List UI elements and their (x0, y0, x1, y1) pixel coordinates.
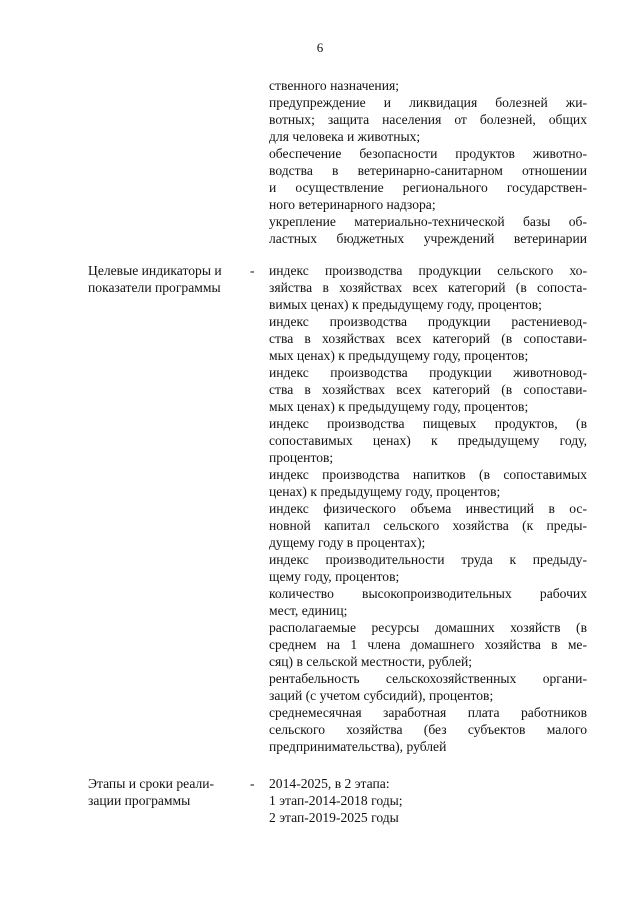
indicators-label (88, 262, 263, 296)
text-line: для человека и животных; (269, 129, 421, 144)
text-line: укрепление материально-технической базы об- (269, 214, 587, 229)
text-line: ценах) к предыдущему году, процентов; (269, 484, 501, 499)
indicators-text (269, 262, 587, 755)
text-line: индекс физического объема инвестиций в ос- (269, 501, 587, 516)
text-line: сяц) в сельской местности, рублей; (269, 654, 473, 669)
text-line: индекс производства напитков (в сопоставимых (269, 467, 587, 482)
text-line: мых ценах) к предыдущему году, процентов; (269, 399, 529, 414)
text-line: предпринимательства), рублей (269, 739, 447, 754)
text-line: мест, единиц; (269, 603, 348, 618)
text-line: ства в хозяйствах всех категорий (в сопостави- (269, 331, 587, 346)
text-line: ного ветеринарного надзора; (269, 197, 436, 212)
text-line: рентабельность сельскохозяйственных органи- (269, 671, 587, 686)
stages-label (88, 775, 263, 809)
text-line: индекс производства продукции растениевод- (269, 314, 587, 329)
text-line: сопоставимых ценах) к предыдущему году, (269, 433, 587, 448)
continuation-text (269, 77, 587, 247)
text-line: ства в хозяйствах всех категорий (в сопостави- (269, 382, 587, 397)
indicators-dash: - (250, 263, 255, 278)
text-line: мых ценах) к предыдущему году, процентов; (269, 348, 529, 363)
text-line: индекс производства продукции животновод- (269, 365, 587, 380)
stages-text (269, 775, 587, 826)
text-line: сельского хозяйства (без субъектов малого (269, 722, 587, 737)
label-line: Этапы и сроки реали- (88, 776, 215, 791)
text-line: индекс производительности труда к предыду- (269, 552, 587, 567)
label-line: показатели программы (88, 280, 221, 295)
text-line: 2 этап-2019-2025 годы (269, 810, 399, 825)
text-line: обеспечение безопасности продуктов животно- (269, 146, 587, 161)
stages-dash: - (250, 776, 255, 791)
label-line: Целевые индикаторы и (88, 263, 222, 278)
text-line: дущему году в процентах); (269, 535, 426, 550)
text-line: заций (с учетом субсидий), процентов; (269, 688, 494, 703)
text-line: и осуществление регионального государствен- (269, 180, 587, 195)
label-line: зации программы (88, 793, 191, 808)
text-line: ственного назначения; (269, 78, 400, 93)
text-line: 2014-2025, в 2 этапа: (269, 776, 390, 791)
text-line: предупреждение и ликвидация болезней жи- (269, 95, 587, 110)
text-line: количество высокопроизводительных рабочих (269, 586, 587, 601)
text-line: новной капитал сельского хозяйства (к преды- (269, 518, 587, 533)
text-line: среднем на 1 члена домашнего хозяйства в ме- (269, 637, 587, 652)
text-line: вимых ценах) к предыдущему году, процентов; (269, 297, 542, 312)
page-number: 6 (316, 40, 324, 55)
text-line: зяйства в хозяйствах всех категорий (в сопоста- (269, 280, 587, 295)
text-line: процентов; (269, 450, 334, 465)
text-line: 1 этап-2014-2018 годы; (269, 793, 403, 808)
text-line: вотных; защита населения от болезней, общих (269, 112, 587, 127)
text-line: располагаемые ресурсы домашних хозяйств (в (269, 620, 587, 635)
text-line: индекс производства продукции сельского хо- (269, 263, 587, 278)
text-line: среднемесячная заработная плата работников (269, 705, 587, 720)
text-line: индекс производства пищевых продуктов, (в (269, 416, 587, 431)
text-line: щему году, процентов; (269, 569, 400, 584)
text-line: водства в ветеринарно-санитарном отношении (269, 163, 587, 178)
text-line: ластных бюджетных учреждений ветеринарии (269, 231, 587, 246)
